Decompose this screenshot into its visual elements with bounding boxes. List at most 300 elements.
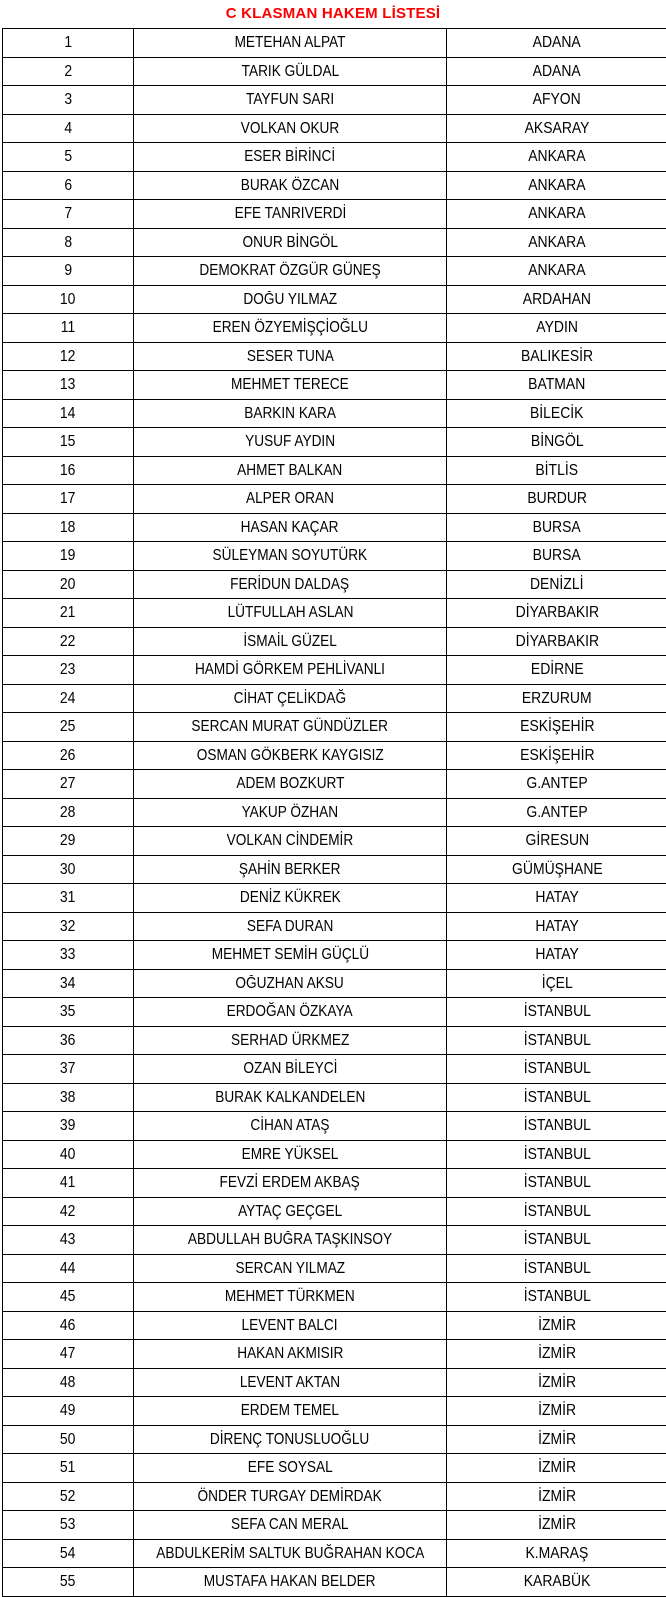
row-number: 18 — [60, 520, 76, 536]
referee-name-cell — [134, 371, 447, 400]
table-row — [3, 1311, 666, 1340]
referee-city: İSTANBUL — [523, 1033, 590, 1049]
referee-city: ANKARA — [528, 206, 585, 222]
referee-city: İSTANBUL — [523, 1090, 590, 1106]
referee-name: METEHAN ALPAT — [235, 35, 346, 51]
row-number: 31 — [60, 890, 76, 906]
referee-name: VOLKAN OKUR — [241, 121, 340, 137]
referee-name: VOLKAN CİNDEMİR — [227, 833, 354, 849]
referee-name: EFE TANRIVERDİ — [234, 206, 346, 222]
row-number: 46 — [60, 1318, 76, 1334]
referee-city: İZMİR — [538, 1460, 576, 1476]
row-number: 7 — [64, 206, 72, 222]
referee-city: BURSA — [533, 548, 581, 564]
table-row — [3, 1226, 666, 1255]
referee-city: İSTANBUL — [523, 1004, 590, 1020]
row-number: 24 — [60, 691, 76, 707]
row-number-cell — [3, 1112, 134, 1141]
referee-city-cell — [447, 171, 666, 200]
referee-city: ERZURUM — [522, 691, 592, 707]
referee-city: KARABÜK — [524, 1574, 591, 1590]
referee-city-cell — [447, 428, 666, 457]
referee-city-cell — [447, 314, 666, 343]
row-number-cell — [3, 827, 134, 856]
row-number: 1 — [64, 35, 72, 51]
referee-city-cell — [447, 884, 666, 913]
referee-city: İSTANBUL — [523, 1289, 590, 1305]
referee-name-cell — [134, 1425, 447, 1454]
table-row — [3, 1568, 666, 1597]
row-number-cell — [3, 1368, 134, 1397]
row-number-cell — [3, 200, 134, 229]
referee-table-body — [3, 29, 666, 1597]
row-number-cell — [3, 428, 134, 457]
referee-name-cell — [134, 798, 447, 827]
referee-name-cell — [134, 1511, 447, 1540]
referee-name: HAMDİ GÖRKEM PEHLİVANLI — [195, 662, 385, 678]
row-number: 42 — [60, 1204, 76, 1220]
referee-name-cell — [134, 314, 447, 343]
referee-name: EFE SOYSAL — [248, 1460, 333, 1476]
row-number: 35 — [60, 1004, 76, 1020]
referee-city: İSTANBUL — [523, 1118, 590, 1134]
row-number: 37 — [60, 1061, 76, 1077]
referee-name-cell — [134, 285, 447, 314]
table-row — [3, 627, 666, 656]
table-row — [3, 599, 666, 628]
row-number: 33 — [60, 947, 76, 963]
row-number: 39 — [60, 1118, 76, 1134]
page-title: C KLASMAN HAKEM LİSTESİ — [0, 0, 666, 28]
table-row — [3, 1340, 666, 1369]
referee-city-cell — [447, 399, 666, 428]
referee-name: ONUR BİNGÖL — [242, 235, 337, 251]
referee-city: İSTANBUL — [523, 1147, 590, 1163]
table-row — [3, 257, 666, 286]
referee-name: DEMOKRAT ÖZGÜR GÜNEŞ — [199, 263, 380, 279]
table-row — [3, 1511, 666, 1540]
referee-city: G.ANTEP — [526, 805, 587, 821]
referee-city-cell — [447, 1425, 666, 1454]
referee-city: BURDUR — [527, 491, 587, 507]
row-number: 36 — [60, 1033, 76, 1049]
referee-name-cell — [134, 171, 447, 200]
referee-city-cell — [447, 86, 666, 115]
referee-name-cell — [134, 770, 447, 799]
row-number-cell — [3, 513, 134, 542]
referee-name-cell — [134, 1340, 447, 1369]
referee-city-cell — [447, 969, 666, 998]
table-row — [3, 1197, 666, 1226]
table-row — [3, 485, 666, 514]
referee-name-cell — [134, 941, 447, 970]
row-number-cell — [3, 57, 134, 86]
table-row — [3, 114, 666, 143]
referee-name-cell — [134, 627, 447, 656]
row-number-cell — [3, 741, 134, 770]
row-number-cell — [3, 912, 134, 941]
referee-name: MEHMET TÜRKMEN — [225, 1289, 355, 1305]
referee-name: MEHMET TERECE — [231, 377, 349, 393]
row-number: 20 — [60, 577, 76, 593]
row-number-cell — [3, 1169, 134, 1198]
referee-city: BURSA — [533, 520, 581, 536]
row-number: 12 — [60, 349, 76, 365]
row-number: 17 — [60, 491, 76, 507]
referee-city: ADANA — [533, 64, 581, 80]
referee-name-cell — [134, 200, 447, 229]
referee-name: ABDULKERİM SALTUK BUĞRAHAN KOCA — [156, 1546, 424, 1562]
referee-name-cell — [134, 1055, 447, 1084]
referee-city: ESKİŞEHİR — [520, 719, 594, 735]
row-number: 49 — [60, 1403, 76, 1419]
table-row — [3, 912, 666, 941]
table-row — [3, 29, 666, 58]
referee-name: ERDEM TEMEL — [241, 1403, 339, 1419]
referee-name: AHMET BALKAN — [237, 463, 342, 479]
referee-city: GİRESUN — [525, 833, 589, 849]
row-number-cell — [3, 1083, 134, 1112]
table-row — [3, 428, 666, 457]
referee-name-cell — [134, 143, 447, 172]
referee-city-cell — [447, 570, 666, 599]
referee-name-cell — [134, 827, 447, 856]
referee-name-cell — [134, 1026, 447, 1055]
referee-city-cell — [447, 1397, 666, 1426]
row-number: 34 — [60, 976, 76, 992]
table-row — [3, 1140, 666, 1169]
row-number: 25 — [60, 719, 76, 735]
table-row — [3, 171, 666, 200]
row-number: 54 — [60, 1546, 76, 1562]
referee-name: FEVZİ ERDEM AKBAŞ — [220, 1175, 360, 1191]
table-row — [3, 1112, 666, 1141]
referee-name: SEFA DURAN — [247, 919, 333, 935]
referee-city: AYDIN — [536, 320, 578, 336]
referee-city-cell — [447, 656, 666, 685]
table-row — [3, 200, 666, 229]
referee-name: BURAK ÖZCAN — [241, 178, 340, 194]
referee-city-cell — [447, 1254, 666, 1283]
row-number: 23 — [60, 662, 76, 678]
row-number-cell — [3, 1197, 134, 1226]
row-number-cell — [3, 1311, 134, 1340]
row-number-cell — [3, 542, 134, 571]
referee-city-cell — [447, 371, 666, 400]
referee-name-cell — [134, 428, 447, 457]
row-number: 55 — [60, 1574, 76, 1590]
referee-name: CİHAN ATAŞ — [250, 1118, 329, 1134]
referee-city: EDİRNE — [531, 662, 584, 678]
referee-name: SERHAD ÜRKMEZ — [231, 1033, 349, 1049]
referee-city: ANKARA — [528, 149, 585, 165]
referee-city-cell — [447, 57, 666, 86]
referee-city: İSTANBUL — [523, 1204, 590, 1220]
row-number-cell — [3, 1425, 134, 1454]
referee-city: ANKARA — [528, 178, 585, 194]
referee-city-cell — [447, 143, 666, 172]
referee-city-cell — [447, 599, 666, 628]
referee-city: İSTANBUL — [523, 1061, 590, 1077]
referee-city-cell — [447, 1197, 666, 1226]
referee-name-cell — [134, 228, 447, 257]
referee-city: İSTANBUL — [523, 1261, 590, 1277]
row-number-cell — [3, 713, 134, 742]
row-number: 2 — [64, 64, 72, 80]
referee-city-cell — [447, 342, 666, 371]
table-row — [3, 770, 666, 799]
referee-name-cell — [134, 1482, 447, 1511]
referee-name: ŞAHİN BERKER — [239, 862, 341, 878]
table-row — [3, 228, 666, 257]
table-row — [3, 1055, 666, 1084]
referee-name: SEFA CAN MERAL — [231, 1517, 348, 1533]
row-number-cell — [3, 656, 134, 685]
table-row — [3, 1397, 666, 1426]
referee-name-cell — [134, 513, 447, 542]
row-number-cell — [3, 314, 134, 343]
referee-name-cell — [134, 1140, 447, 1169]
table-row — [3, 798, 666, 827]
row-number-cell — [3, 684, 134, 713]
referee-name: TAYFUN SARI — [246, 92, 334, 108]
referee-name: OZAN BİLEYCİ — [243, 1061, 337, 1077]
referee-name-cell — [134, 29, 447, 58]
table-row — [3, 1083, 666, 1112]
row-number-cell — [3, 342, 134, 371]
referee-city-cell — [447, 770, 666, 799]
referee-city: AKSARAY — [525, 121, 590, 137]
referee-name: LEVENT BALCI — [242, 1318, 338, 1334]
row-number: 3 — [64, 92, 72, 108]
referee-name: LEVENT AKTAN — [240, 1375, 340, 1391]
row-number: 10 — [60, 292, 76, 308]
referee-city-cell — [447, 741, 666, 770]
referee-city-cell — [447, 1055, 666, 1084]
referee-name: YAKUP ÖZHAN — [242, 805, 339, 821]
referee-name-cell — [134, 1226, 447, 1255]
referee-name: EREN ÖZYEMİŞÇİOĞLU — [212, 320, 367, 336]
referee-name: TARIK GÜLDAL — [241, 64, 339, 80]
referee-name-cell — [134, 855, 447, 884]
referee-city: G.ANTEP — [526, 776, 587, 792]
referee-name-cell — [134, 1197, 447, 1226]
referee-city: İZMİR — [538, 1489, 576, 1505]
referee-name: YUSUF AYDIN — [245, 434, 335, 450]
referee-city-cell — [447, 228, 666, 257]
referee-name: ERDOĞAN ÖZKAYA — [227, 1004, 353, 1020]
referee-city: İZMİR — [538, 1375, 576, 1391]
referee-city-cell — [447, 1340, 666, 1369]
referee-city: GÜMÜŞHANE — [512, 862, 603, 878]
table-row — [3, 1482, 666, 1511]
referee-name: MEHMET SEMİH GÜÇLÜ — [211, 947, 368, 963]
referee-name: FERİDUN DALDAŞ — [231, 577, 350, 593]
table-row — [3, 684, 666, 713]
referee-city: ANKARA — [528, 263, 585, 279]
referee-city-cell — [447, 855, 666, 884]
row-number: 52 — [60, 1489, 76, 1505]
row-number: 47 — [60, 1346, 76, 1362]
referee-name-cell — [134, 599, 447, 628]
row-number: 29 — [60, 833, 76, 849]
row-number-cell — [3, 998, 134, 1027]
row-number: 38 — [60, 1090, 76, 1106]
referee-city: İZMİR — [538, 1403, 576, 1419]
referee-name-cell — [134, 1368, 447, 1397]
row-number: 16 — [60, 463, 76, 479]
row-number-cell — [3, 29, 134, 58]
table-row — [3, 1283, 666, 1312]
referee-city: ANKARA — [528, 235, 585, 251]
referee-city-cell — [447, 1454, 666, 1483]
table-row — [3, 884, 666, 913]
referee-table — [2, 28, 666, 1597]
row-number: 4 — [64, 121, 72, 137]
row-number-cell — [3, 114, 134, 143]
referee-name: OSMAN GÖKBERK KAYGISIZ — [197, 748, 384, 764]
referee-city-cell — [447, 285, 666, 314]
referee-name-cell — [134, 1397, 447, 1426]
referee-city-cell — [447, 513, 666, 542]
referee-city: ADANA — [533, 35, 581, 51]
table-row — [3, 1026, 666, 1055]
referee-name-cell — [134, 1454, 447, 1483]
row-number-cell — [3, 770, 134, 799]
row-number: 26 — [60, 748, 76, 764]
referee-city-cell — [447, 627, 666, 656]
referee-name-cell — [134, 570, 447, 599]
table-row — [3, 969, 666, 998]
table-row — [3, 1368, 666, 1397]
row-number: 51 — [60, 1460, 76, 1476]
referee-city-cell — [447, 257, 666, 286]
referee-name-cell — [134, 998, 447, 1027]
row-number-cell — [3, 941, 134, 970]
row-number: 45 — [60, 1289, 76, 1305]
referee-name-cell — [134, 456, 447, 485]
referee-name-cell — [134, 684, 447, 713]
referee-city-cell — [447, 912, 666, 941]
referee-name-cell — [134, 1311, 447, 1340]
row-number-cell — [3, 228, 134, 257]
referee-city: BALIKESİR — [521, 349, 593, 365]
referee-name-cell — [134, 399, 447, 428]
referee-name: SERCAN YILMAZ — [235, 1261, 345, 1277]
referee-name-cell — [134, 542, 447, 571]
referee-name-cell — [134, 342, 447, 371]
referee-name: HASAN KAÇAR — [241, 520, 339, 536]
referee-name-cell — [134, 969, 447, 998]
referee-name: SERCAN MURAT GÜNDÜZLER — [192, 719, 389, 735]
row-number: 11 — [61, 320, 75, 336]
referee-city: İÇEL — [541, 976, 572, 992]
table-row — [3, 741, 666, 770]
table-row — [3, 855, 666, 884]
row-number: 32 — [60, 919, 76, 935]
row-number: 6 — [64, 178, 72, 194]
referee-name: ESER BİRİNCİ — [245, 149, 336, 165]
table-row — [3, 713, 666, 742]
referee-city: İSTANBUL — [523, 1175, 590, 1191]
referee-city-cell — [447, 114, 666, 143]
referee-name-cell — [134, 1169, 447, 1198]
row-number: 30 — [60, 862, 76, 878]
row-number: 13 — [60, 377, 76, 393]
referee-city: K.MARAŞ — [526, 1546, 589, 1562]
referee-city-cell — [447, 1539, 666, 1568]
referee-name: OĞUZHAN AKSU — [236, 976, 344, 992]
referee-city-cell — [447, 1283, 666, 1312]
table-row — [3, 314, 666, 343]
row-number: 41 — [60, 1175, 76, 1191]
referee-city: BİTLİS — [536, 463, 579, 479]
row-number-cell — [3, 1283, 134, 1312]
referee-name-cell — [134, 114, 447, 143]
row-number: 40 — [60, 1147, 76, 1163]
row-number-cell — [3, 143, 134, 172]
row-number: 8 — [64, 235, 72, 251]
referee-name-cell — [134, 1568, 447, 1597]
referee-city-cell — [447, 1226, 666, 1255]
referee-name: BURAK KALKANDELEN — [215, 1090, 365, 1106]
row-number-cell — [3, 1568, 134, 1597]
row-number-cell — [3, 1340, 134, 1369]
table-row — [3, 513, 666, 542]
referee-city: HATAY — [535, 947, 578, 963]
referee-city: BİNGÖL — [531, 434, 584, 450]
referee-city-cell — [447, 1140, 666, 1169]
row-number: 21 — [60, 605, 76, 621]
row-number-cell — [3, 798, 134, 827]
referee-city-cell — [447, 684, 666, 713]
referee-name-cell — [134, 656, 447, 685]
referee-city: DENİZLİ — [530, 577, 583, 593]
referee-city: İZMİR — [538, 1517, 576, 1533]
row-number: 28 — [60, 805, 76, 821]
row-number-cell — [3, 171, 134, 200]
referee-name: BARKIN KARA — [244, 406, 336, 422]
row-number-cell — [3, 1454, 134, 1483]
referee-name: LÜTFULLAH ASLAN — [227, 605, 353, 621]
row-number-cell — [3, 371, 134, 400]
table-row — [3, 827, 666, 856]
referee-name: İSMAİL GÜZEL — [243, 634, 336, 650]
referee-city: BİLECİK — [530, 406, 584, 422]
referee-name-cell — [134, 741, 447, 770]
referee-name-cell — [134, 1283, 447, 1312]
referee-city-cell — [447, 798, 666, 827]
table-row — [3, 342, 666, 371]
row-number-cell — [3, 1511, 134, 1540]
table-row — [3, 86, 666, 115]
referee-name-cell — [134, 912, 447, 941]
referee-name-cell — [134, 884, 447, 913]
row-number-cell — [3, 884, 134, 913]
row-number-cell — [3, 1055, 134, 1084]
table-row — [3, 285, 666, 314]
table-row — [3, 1254, 666, 1283]
referee-name-cell — [134, 485, 447, 514]
row-number: 22 — [60, 634, 76, 650]
table-row — [3, 456, 666, 485]
row-number: 44 — [60, 1261, 76, 1277]
referee-city: İZMİR — [538, 1318, 576, 1334]
referee-name: ÖNDER TURGAY DEMİRDAK — [198, 1489, 382, 1505]
row-number-cell — [3, 1140, 134, 1169]
referee-city: BATMAN — [528, 377, 585, 393]
referee-city: İZMİR — [538, 1432, 576, 1448]
